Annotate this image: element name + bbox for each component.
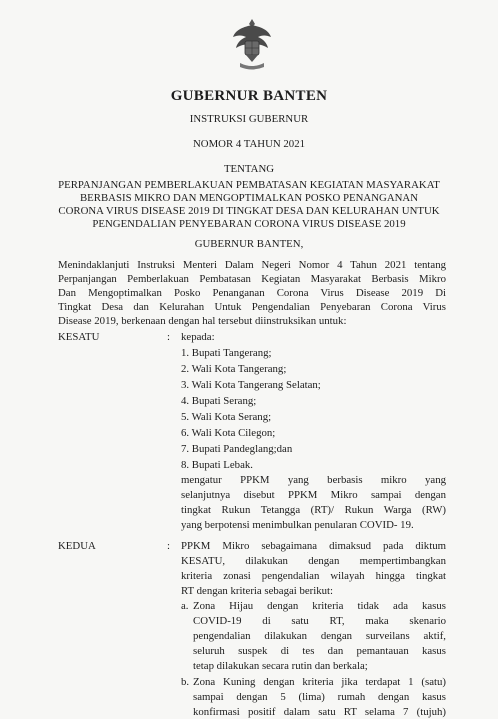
item-a-line: Zona Hijau dengan kriteria tidak ada kasus (193, 600, 446, 612)
instruction-heading: INSTRUKSI GUBERNUR (189, 113, 309, 125)
preamble-line-2: Perpanjangan Pemberlakuan Pembatasan Kegiatan Masyarakat Berbasis Mikro (58, 273, 446, 285)
recipient-item: 3. Wali Kota Tangerang Selatan; (181, 379, 321, 391)
kesatu-intro: kepada: (181, 331, 215, 343)
kedua-body-line: kriteria zonasi pengendalian wilayah hingga tingkat (181, 570, 446, 582)
item-a-line: tetap dilakukan secara rutin dan berkala; (193, 660, 368, 672)
recipient-item: 6. Wali Kota Cilegon; (181, 427, 276, 439)
kesatu-body-line: selanjutnya disebut PPKM Mikro sampai dengan (181, 489, 446, 501)
instruction-number: NOMOR 4 TAHUN 2021 (192, 138, 305, 150)
recipient-item: 8. Bupati Lebak. (181, 459, 253, 471)
item-b-line: sampai dengan 5 (lima) rumah dengan kasus (193, 691, 446, 703)
kesatu-label: KESATU (58, 331, 100, 343)
subject-line-4: PENGENDALIAN PENYEBARAN CORONA VIRUS DISEASE 2019 (92, 218, 406, 230)
item-a-line: pengendalian dilakukan dengan surveilans aktif, (193, 630, 446, 642)
recipient-item: 1. Bupati Tangerang; (181, 347, 272, 359)
item-a-label: a. (181, 600, 189, 612)
preamble-line-5: Disease 2019, berkenaan dengan hal tersebut diinstruksikan untuk: (58, 315, 347, 327)
preamble-line-4: Tingkat Desa dan Kelurahan Untuk Pengendalian Penyebaran Corona Virus (58, 301, 446, 313)
item-b-line: konfirmasi positif dalam satu RT selama 7 (tujuh) (193, 706, 446, 718)
item-b-label: b. (181, 676, 190, 688)
preamble-line-3: Dan Mengoptimalkan Posko Penanganan Corona Virus Disease 2019 Di (58, 287, 446, 299)
garuda-emblem-icon (232, 15, 272, 73)
kesatu-colon: : (167, 331, 170, 343)
item-a-line: COVID-19 di satu RT, maka skenario (193, 615, 446, 627)
recipient-item: 5. Wali Kota Serang; (181, 411, 272, 423)
kedua-body-line: KESATU, dilakukan dengan mempertimbangkan (181, 555, 446, 567)
about-heading: TENTANG (223, 163, 275, 175)
recipient-item: 4. Bupati Serang; (181, 395, 257, 407)
item-a-line: seluruh suspek di tes dan pemantauan kasus (193, 645, 446, 657)
kedua-label: KEDUA (58, 540, 96, 552)
item-b-line: Zona Kuning dengan kriteria jika terdapat 1 (satu) (193, 676, 446, 688)
subject-line-1: PERPANJANGAN PEMBERLAKUAN PEMBATASAN KEGIATAN MASYARAKAT (58, 179, 440, 191)
kedua-colon: : (167, 540, 170, 552)
governor-title: GUBERNUR BANTEN (170, 88, 328, 104)
kesatu-body-line: mengatur PPKM yang berbasis mikro yang (181, 474, 446, 486)
subject-line-2: BERBASIS MIKRO DAN MENGOPTIMALKAN POSKO PENANGANAN (79, 192, 419, 204)
preamble-line-1: Menindaklanjuti Instruksi Menteri Dalam Negeri Nomor 4 Tahun 2021 tentang (58, 259, 446, 271)
subject-line-3: CORONA VIRUS DISEASE 2019 DI TINGKAT DESA DAN KELURAHAN UNTUK (58, 205, 440, 217)
recipient-item: 2. Wali Kota Tangerang; (181, 363, 287, 375)
kesatu-body-line: tingkat Rukun Tetangga (RT)/ Rukun Warga (RW) (181, 504, 446, 516)
kesatu-body-line: yang berpotensi menimbulkan penularan COVID- 19. (181, 519, 414, 531)
kedua-body-line: PPKM Mikro sebagaimana dimaksud pada diktum (181, 540, 446, 552)
recipient-item: 7. Bupati Pandeglang;dan (181, 443, 293, 455)
issuer-heading: GUBERNUR BANTEN, (194, 238, 304, 250)
kedua-body-line: RT dengan kriteria sebagai berikut: (181, 585, 334, 597)
